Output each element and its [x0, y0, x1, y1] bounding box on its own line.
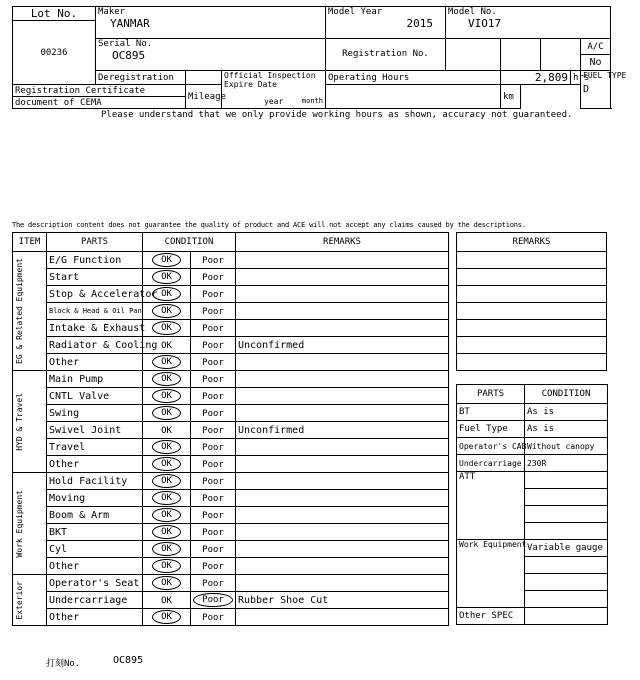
- condition-poor: Poor: [202, 459, 224, 470]
- part-name: Start: [47, 269, 143, 286]
- condition-poor: Poor: [202, 612, 224, 623]
- serial-value: OC895: [112, 49, 146, 62]
- part-name: Boom & Arm: [47, 507, 143, 524]
- remarks-row: [457, 320, 607, 337]
- condition-poor: Poor: [202, 442, 224, 453]
- part-name: Block & Head & Oil Pan: [47, 303, 143, 320]
- table-row: [13, 541, 449, 558]
- table-row: [13, 354, 449, 371]
- table-row: [13, 507, 449, 524]
- parts-name: Undercarriage: [457, 455, 525, 472]
- part-name: Moving: [47, 490, 143, 507]
- parts-row: [457, 404, 608, 421]
- table-row: [13, 303, 449, 320]
- remark-cell: [236, 388, 449, 405]
- condition-poor: Poor: [202, 323, 224, 334]
- parts-condition: As is: [525, 404, 608, 421]
- remark-cell: [236, 252, 449, 269]
- condition-ok: OK: [161, 425, 172, 436]
- condition-ok: OK: [152, 304, 181, 318]
- table-row: [13, 490, 449, 507]
- part-name: Hold Facility: [47, 473, 143, 490]
- model-year-label: Model Year: [328, 7, 383, 17]
- parts-row: [457, 438, 608, 455]
- table-row: [13, 405, 449, 422]
- maker-label: Maker: [98, 7, 126, 17]
- remark-cell: Unconfirmed: [236, 422, 449, 439]
- remark-cell: [236, 354, 449, 371]
- remark-cell: [236, 303, 449, 320]
- remarks-row: [457, 286, 607, 303]
- condition-ok: OK: [152, 440, 181, 454]
- part-name: Other: [47, 609, 143, 626]
- group-label: HYD & Travel: [15, 392, 24, 451]
- table-row: [13, 558, 449, 575]
- table-row: [13, 524, 449, 541]
- year-label: year: [264, 97, 284, 106]
- remarks-table: [456, 232, 607, 371]
- table-row: [13, 592, 449, 609]
- condition-poor: Poor: [202, 357, 224, 368]
- remarks-row: [457, 337, 607, 354]
- table-row: [13, 371, 449, 388]
- table-row: [13, 269, 449, 286]
- col-remarks: REMARKS: [236, 233, 449, 252]
- condition-poor: Poor: [202, 493, 224, 504]
- part-name: Intake & Exhaust: [47, 320, 143, 337]
- part-name: Swing: [47, 405, 143, 422]
- remark-cell: [236, 507, 449, 524]
- condition-poor: Poor: [193, 593, 233, 607]
- fuel-type-value: D: [583, 84, 590, 95]
- parts-row: [457, 455, 608, 472]
- km-label: km: [501, 85, 521, 109]
- part-name: Other: [47, 456, 143, 473]
- remark-cell: [236, 490, 449, 507]
- part-name: Cyl: [47, 541, 143, 558]
- maker-value: YANMAR: [110, 17, 150, 30]
- part-name: Radiator & Cooling: [47, 337, 143, 354]
- parts-condition-table: [456, 384, 608, 625]
- condition-ok: OK: [152, 474, 181, 488]
- remark-cell: [236, 558, 449, 575]
- part-name: Main Pump: [47, 371, 143, 388]
- condition-poor: Poor: [202, 255, 224, 266]
- stamp-value: OC895: [113, 655, 144, 666]
- col-item: ITEM: [13, 233, 47, 252]
- condition-poor: Poor: [202, 408, 224, 419]
- op-hours-label: Operating Hours: [326, 71, 501, 85]
- remark-cell: [236, 541, 449, 558]
- remark-cell: [236, 524, 449, 541]
- remark-cell: [236, 473, 449, 490]
- group-label: Exterior: [15, 580, 24, 620]
- table-row: [13, 422, 449, 439]
- condition-ok: OK: [152, 559, 181, 573]
- op-hours-value: 2,809: [501, 71, 571, 85]
- inspection-label: Official Inspection Expire Date: [224, 71, 316, 89]
- condition-poor: Poor: [202, 578, 224, 589]
- condition-table: [12, 232, 449, 626]
- col-condition: CONDITION: [143, 233, 236, 252]
- condition-ok: OK: [152, 355, 181, 369]
- parts-condition: Without canopy: [525, 438, 608, 455]
- other-spec-label: Other SPEC: [457, 608, 525, 625]
- condition-poor: Poor: [202, 306, 224, 317]
- condition-ok: OK: [161, 595, 172, 606]
- part-name: Stop & Accelerator: [47, 286, 143, 303]
- part-name: BKT: [47, 524, 143, 541]
- parts-col-parts: PARTS: [457, 385, 525, 404]
- vehicle-header-table: [12, 6, 627, 109]
- model-year-value: 2015: [406, 17, 433, 30]
- lot-label: Lot No.: [13, 7, 96, 21]
- condition-ok: OK: [152, 525, 181, 539]
- condition-ok: OK: [152, 406, 181, 420]
- condition-poor: Poor: [202, 510, 224, 521]
- condition-ok: OK: [152, 457, 181, 471]
- table-row: [13, 252, 449, 269]
- stamp-label: 打刻No.: [46, 659, 81, 669]
- part-name: Undercarriage: [47, 592, 143, 609]
- remark-cell: [236, 439, 449, 456]
- condition-poor: Poor: [202, 340, 224, 351]
- condition-poor: Poor: [202, 527, 224, 538]
- remarks-row: [457, 354, 607, 371]
- part-name: Operator's Seat: [47, 575, 143, 592]
- remarks-row: [457, 269, 607, 286]
- condition-poor: Poor: [202, 425, 224, 436]
- model-no-value: VIO17: [468, 17, 502, 30]
- table-row: [13, 388, 449, 405]
- ac-label: A/C: [581, 39, 611, 55]
- condition-ok: OK: [152, 389, 181, 403]
- remark-cell: [236, 456, 449, 473]
- disclaimer-hours: Please understand that we only provide working hours as shown, accuracy not guaranteed.: [101, 110, 573, 120]
- part-name: Other: [47, 558, 143, 575]
- condition-ok: OK: [152, 253, 181, 267]
- hrs-label: hrs: [571, 71, 581, 85]
- condition-ok: OK: [152, 508, 181, 522]
- group-label: EG & Related Equipment: [15, 258, 24, 364]
- condition-ok: OK: [152, 542, 181, 556]
- registration-label: Registration No.: [326, 39, 446, 71]
- table-row: [13, 439, 449, 456]
- lot-number: 00236: [13, 21, 96, 85]
- work-equipment-label: Work Equipment: [457, 540, 525, 608]
- condition-ok: OK: [152, 576, 181, 590]
- condition-ok: OK: [152, 270, 181, 284]
- model-no-label: Model No.: [448, 7, 497, 17]
- remark-cell: [236, 609, 449, 626]
- part-name: E/G Function: [47, 252, 143, 269]
- table-row: [13, 575, 449, 592]
- serial-label: Serial No.: [98, 39, 153, 49]
- table-row: [13, 456, 449, 473]
- parts-name: Operator's CAB: [457, 438, 525, 455]
- parts-name: Fuel Type: [457, 421, 525, 438]
- condition-poor: Poor: [202, 289, 224, 300]
- condition-ok: OK: [152, 372, 181, 386]
- parts-name: BT: [457, 404, 525, 421]
- cema-label: document of CEMA: [13, 97, 186, 109]
- part-name: CNTL Valve: [47, 388, 143, 405]
- condition-ok: OK: [152, 321, 181, 335]
- table-row: [13, 609, 449, 626]
- month-label: month: [301, 97, 323, 105]
- condition-poor: Poor: [202, 374, 224, 385]
- remark-cell: Unconfirmed: [236, 337, 449, 354]
- att-label: ATT: [457, 472, 525, 540]
- remark-cell: [236, 405, 449, 422]
- remark-cell: [236, 575, 449, 592]
- part-name: Other: [47, 354, 143, 371]
- condition-poor: Poor: [202, 561, 224, 572]
- remarks-row: [457, 252, 607, 269]
- disclaimer-description: The description content does not guarantee the quality of product and ACE will not accept any claims caused by the descriptions.: [12, 221, 526, 229]
- part-name: Travel: [47, 439, 143, 456]
- remark-cell: [236, 371, 449, 388]
- col-parts: PARTS: [47, 233, 143, 252]
- fuel-type-label: FUEL TYPE: [583, 71, 627, 80]
- table-row: [13, 473, 449, 490]
- remark-cell: [236, 286, 449, 303]
- condition-ok: OK: [152, 287, 181, 301]
- condition-ok: OK: [152, 610, 181, 624]
- part-name: Swivel Joint: [47, 422, 143, 439]
- condition-poor: Poor: [202, 476, 224, 487]
- mileage-label: Mileage: [186, 85, 326, 109]
- ac-value: No: [581, 55, 611, 71]
- group-label: Work Equipment: [15, 489, 24, 558]
- parts-row: [457, 421, 608, 438]
- table-row: [13, 286, 449, 303]
- table-row: [13, 320, 449, 337]
- parts-col-condition: CONDITION: [525, 385, 608, 404]
- remarks-row: [457, 303, 607, 320]
- dereg-label: Deregistration: [96, 71, 186, 85]
- reg-cert-label: Registration Certificate: [13, 85, 186, 97]
- parts-condition: As is: [525, 421, 608, 438]
- work-equipment-value: Variable gauge: [525, 540, 608, 557]
- condition-poor: Poor: [202, 544, 224, 555]
- remark-cell: [236, 269, 449, 286]
- parts-condition: 230R: [525, 455, 608, 472]
- remarks-header: REMARKS: [457, 233, 607, 252]
- condition-ok: OK: [161, 340, 172, 351]
- condition-poor: Poor: [202, 272, 224, 283]
- table-row: [13, 337, 449, 354]
- condition-ok: OK: [152, 491, 181, 505]
- remark-cell: Rubber Shoe Cut: [236, 592, 449, 609]
- remark-cell: [236, 320, 449, 337]
- condition-poor: Poor: [202, 391, 224, 402]
